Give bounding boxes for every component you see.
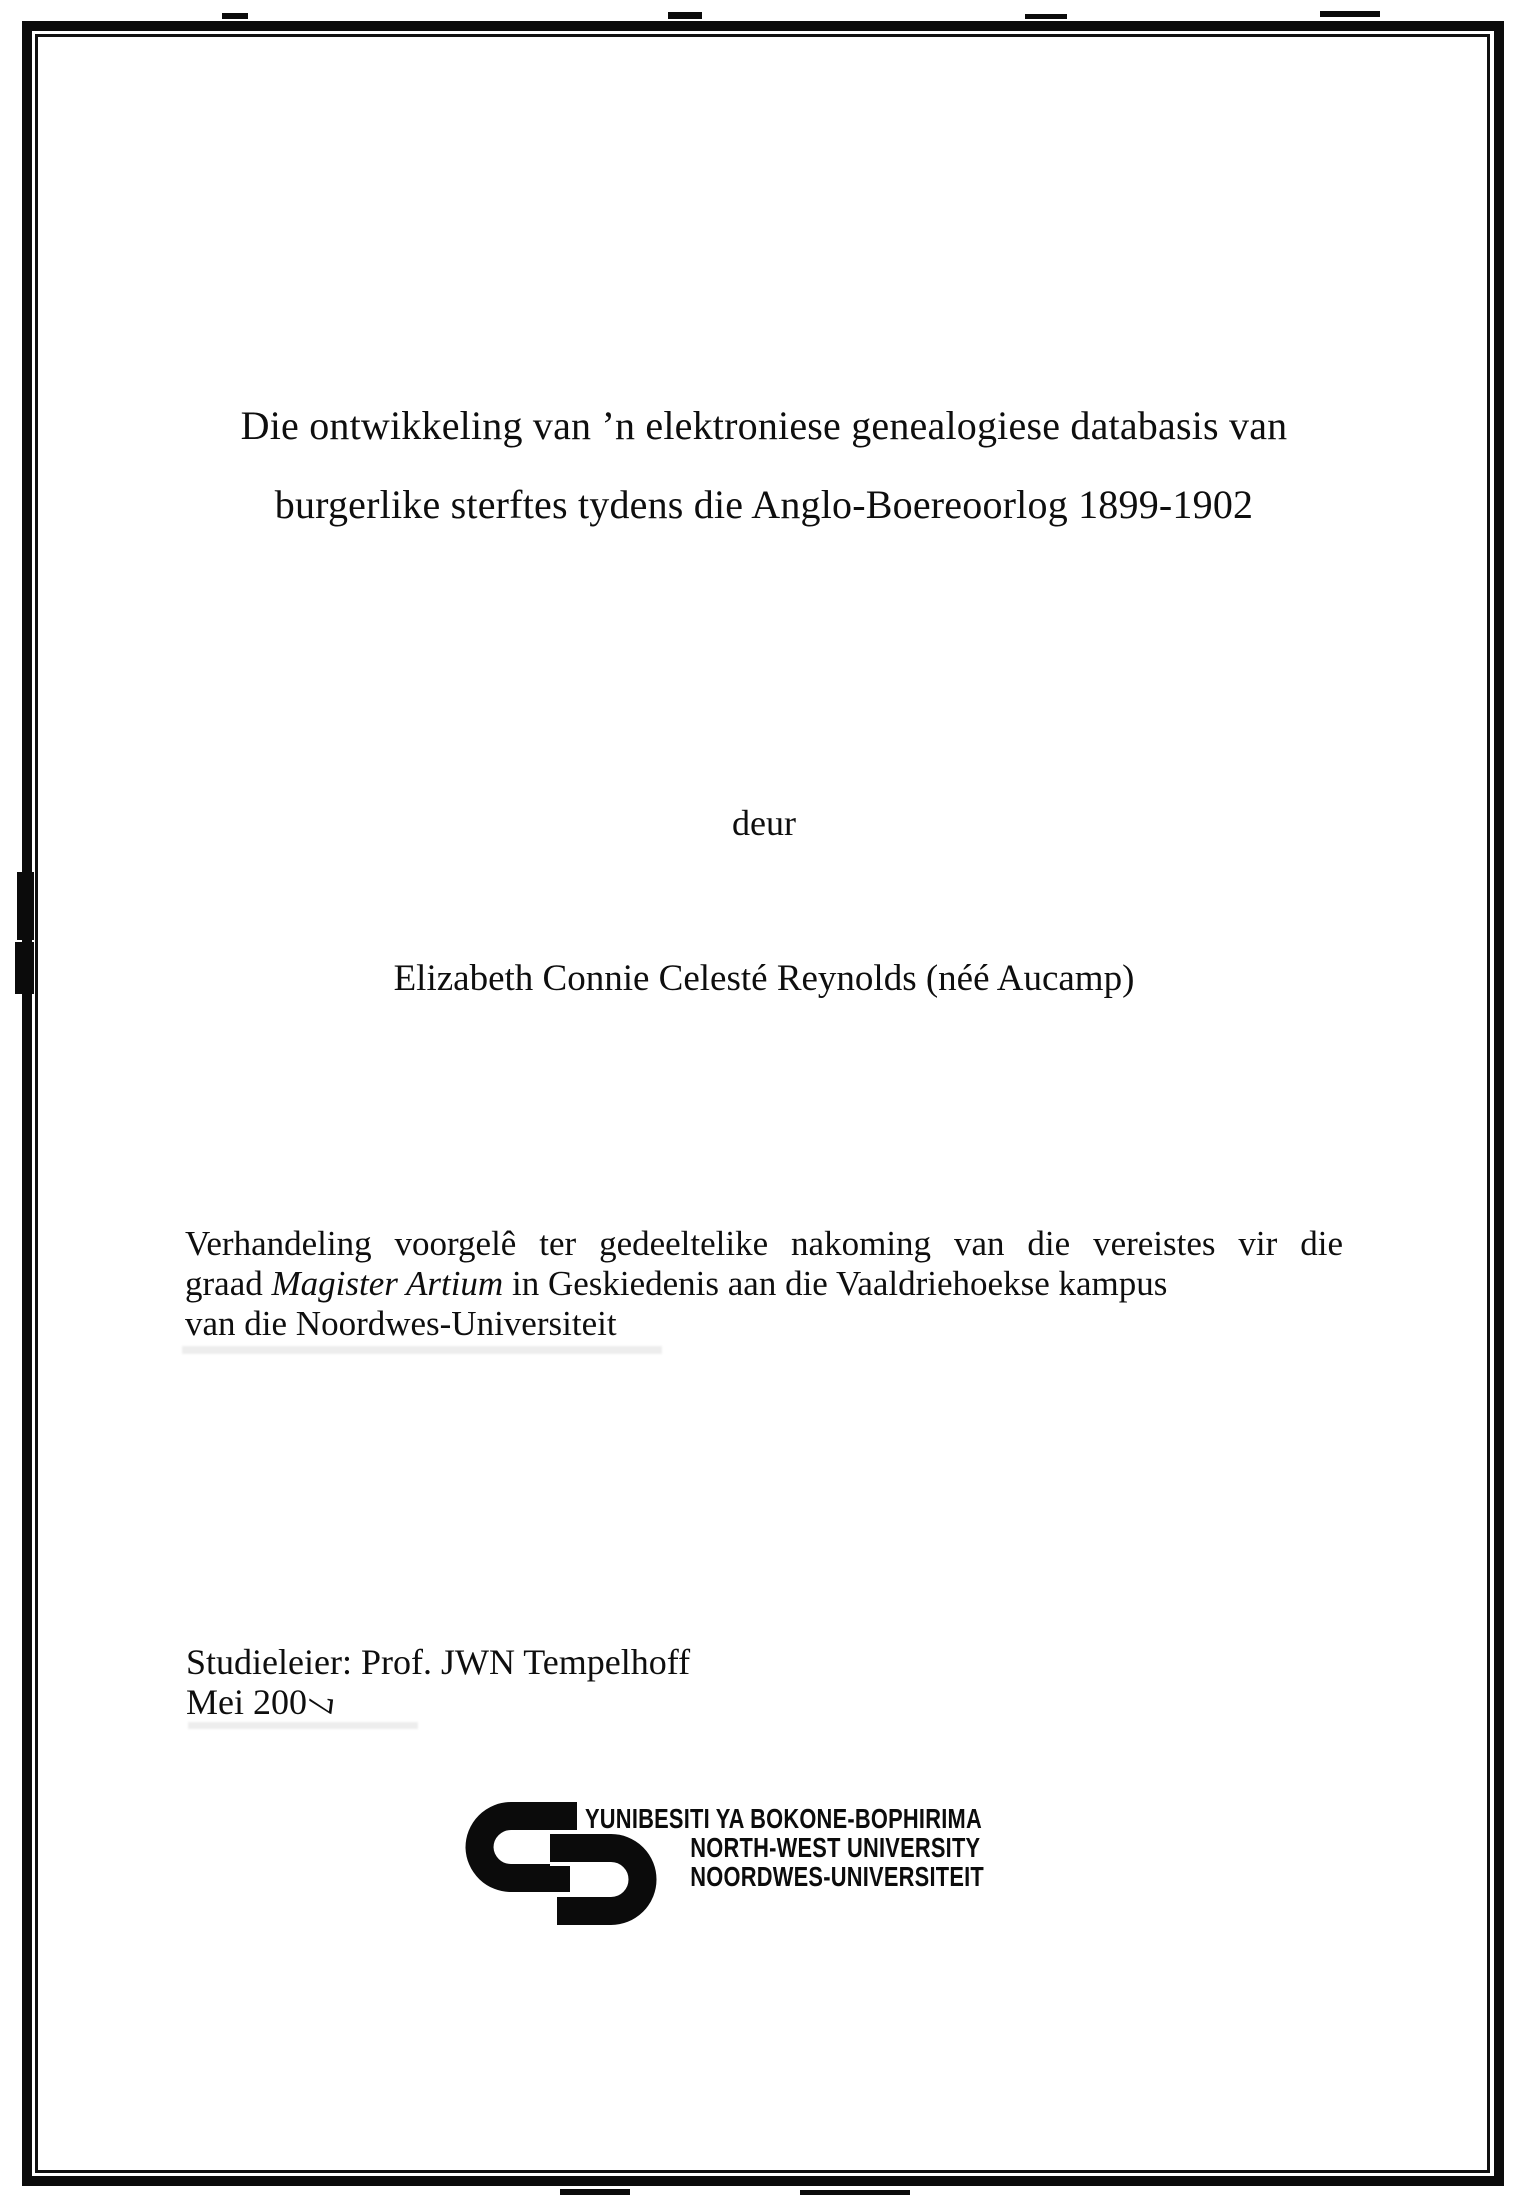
logo-line-setswana: YUNIBESITI YA BOKONE-BOPHIRIMA (585, 1803, 982, 1834)
scan-smudge (188, 1722, 418, 1729)
university-logo-wordmark (585, 1804, 984, 1891)
supervisor-line: Studieleier: Prof. JWN Tempelhoff (186, 1642, 691, 1682)
scan-speck (1320, 11, 1380, 17)
scan-speck (1025, 14, 1067, 19)
author-name: Elizabeth Connie Celesté Reynolds (néé Aucamp) (393, 958, 1135, 999)
thesis-title-line2: burgerlike sterftes tydens die Anglo-Boereoorlog 1899-1902 (274, 482, 1254, 527)
byline-deur: deur (732, 803, 796, 843)
date-line (186, 1682, 1344, 1722)
statement-degree-name: Magister Artium (271, 1264, 504, 1303)
supervisor-block (186, 1642, 1344, 1722)
logo-line-afrikaans: NOORDWES-UNIVERSITEIT (690, 1861, 985, 1892)
statement-line2 (185, 1264, 1343, 1304)
scan-speck (15, 942, 34, 994)
scan-speck (560, 2189, 630, 2195)
scan-speck (800, 2190, 910, 2195)
date-prefix: Mei 200 (186, 1682, 307, 1722)
scan-smudge (182, 1346, 662, 1354)
thesis-title (185, 386, 1343, 544)
logo-line-english: NORTH-WEST UNIVERSITY (690, 1832, 981, 1863)
scan-speck (668, 12, 702, 19)
thesis-title-line1: Die ontwikkeling van ’n elektroniese genealogiese databasis van (240, 403, 1288, 448)
thesis-statement (185, 1224, 1343, 1344)
statement-line1: Verhandeling voorgelê ter gedeeltelike nakoming van die vereistes vir die (185, 1224, 1343, 1263)
date-last-digit: 7 (299, 1693, 342, 1716)
statement-line2-pre: graad (185, 1264, 272, 1303)
statement-line3: van die Noordwes-Universiteit (185, 1304, 617, 1343)
scan-speck (222, 13, 248, 19)
scan-speck (17, 872, 34, 940)
statement-line2-post: in Geskiedenis aan die Vaaldriehoekse kampus (503, 1264, 1168, 1303)
